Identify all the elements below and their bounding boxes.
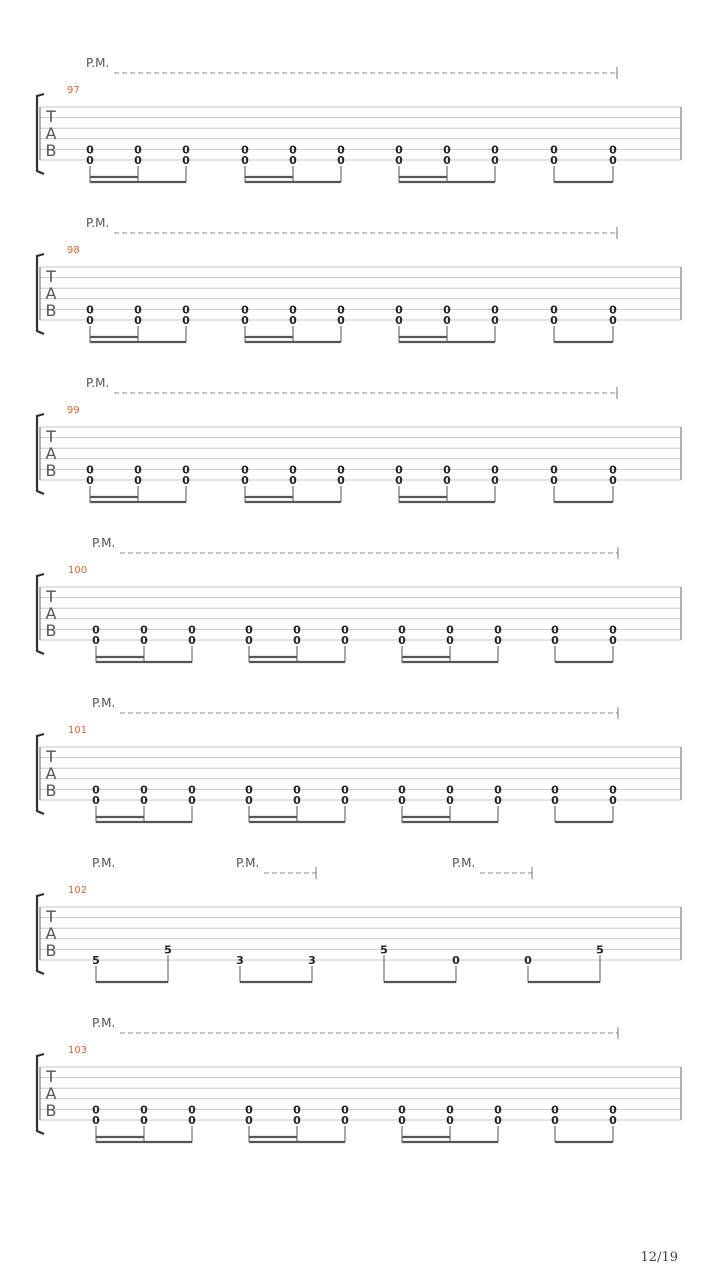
fret-number: 0 — [245, 634, 253, 647]
fret-number: 0 — [494, 634, 502, 647]
tab-system — [37, 56, 681, 182]
fret-number: 0 — [550, 303, 558, 317]
fret-number: 0 — [341, 783, 349, 797]
fret-number: 0 — [398, 783, 406, 797]
fret-number: 0 — [293, 1114, 301, 1127]
fret-number: 0 — [182, 303, 190, 317]
fret-number: 0 — [609, 783, 617, 797]
fret-number: 0 — [398, 634, 406, 647]
fret-number: 0 — [395, 474, 403, 487]
palm-mute-label: P.M. — [236, 856, 260, 870]
fret-number: 0 — [398, 1103, 406, 1117]
fret-number: 5 — [596, 943, 604, 957]
tab-system — [37, 536, 681, 662]
fret-number: 0 — [551, 794, 559, 807]
tab-clef-letter-t: T — [46, 107, 56, 126]
fret-number: 0 — [241, 303, 249, 317]
fret-number: 0 — [188, 1103, 196, 1117]
fret-number: 0 — [609, 154, 617, 167]
fret-number: 0 — [289, 154, 297, 167]
measure-number: 100 — [68, 565, 88, 576]
tab-clef-letter-t: T — [46, 1067, 56, 1086]
tab-clef-letter-b: B — [45, 621, 57, 640]
fret-number: 0 — [609, 474, 617, 487]
fret-number: 0 — [609, 303, 617, 317]
fret-number: 0 — [337, 463, 345, 477]
fret-number: 0 — [609, 623, 617, 637]
fret-number: 0 — [245, 1103, 253, 1117]
fret-number: 0 — [491, 474, 499, 487]
tab-clef-letter-a: A — [45, 124, 57, 143]
tab-clef-letter-t: T — [46, 267, 56, 286]
fret-number: 0 — [134, 314, 142, 327]
tab-clef-letter-b: B — [45, 1101, 57, 1120]
palm-mute-label: P.M. — [86, 376, 110, 390]
fret-number: 0 — [241, 463, 249, 477]
fret-number: 0 — [245, 783, 253, 797]
fret-number: 0 — [337, 474, 345, 487]
fret-number: 0 — [134, 303, 142, 317]
fret-number: 0 — [86, 463, 94, 477]
measure-number: 98 — [67, 245, 80, 256]
palm-mute-label: P.M. — [92, 696, 116, 710]
measure-number: 99 — [67, 405, 80, 416]
fret-number: 0 — [188, 794, 196, 807]
fret-number: 0 — [140, 1114, 148, 1127]
fret-number: 0 — [551, 783, 559, 797]
fret-number: 0 — [398, 623, 406, 637]
fret-number: 0 — [395, 143, 403, 157]
fret-number: 0 — [134, 143, 142, 157]
palm-mute-label: P.M. — [452, 856, 476, 870]
fret-number: 0 — [443, 474, 451, 487]
fret-number: 0 — [188, 783, 196, 797]
tab-system — [37, 216, 681, 342]
tab-clef-letter-b: B — [45, 301, 57, 320]
tab-clef-letter-a: A — [45, 604, 57, 623]
fret-number: 0 — [443, 154, 451, 167]
fret-number: 0 — [491, 463, 499, 477]
fret-number: 0 — [182, 463, 190, 477]
fret-number: 0 — [182, 154, 190, 167]
fret-number: 0 — [341, 634, 349, 647]
measure-number: 101 — [68, 725, 88, 736]
tab-system — [37, 696, 681, 822]
fret-number: 0 — [188, 634, 196, 647]
fret-number: 0 — [86, 314, 94, 327]
fret-number: 0 — [551, 634, 559, 647]
tab-clef-letter-b: B — [45, 461, 57, 480]
fret-number: 0 — [245, 623, 253, 637]
palm-mute-label: P.M. — [92, 856, 116, 870]
fret-number: 0 — [491, 143, 499, 157]
fret-number: 0 — [609, 634, 617, 647]
fret-number: 0 — [140, 1103, 148, 1117]
tab-clef-letter-a: A — [45, 764, 57, 783]
palm-mute-label: P.M. — [86, 56, 110, 70]
fret-number: 0 — [293, 634, 301, 647]
tab-clef-letter-b: B — [45, 781, 57, 800]
fret-number: 3 — [308, 954, 316, 967]
fret-number: 0 — [134, 474, 142, 487]
fret-number: 0 — [134, 463, 142, 477]
fret-number: 0 — [491, 314, 499, 327]
fret-number: 0 — [446, 1114, 454, 1127]
measure-number: 102 — [68, 885, 88, 896]
tab-clef-letter-b: B — [45, 941, 57, 960]
fret-number: 5 — [380, 943, 388, 957]
fret-number: 0 — [140, 794, 148, 807]
fret-number: 0 — [452, 954, 460, 967]
palm-mute-label: P.M. — [92, 536, 116, 550]
tab-system — [37, 856, 681, 982]
fret-number: 0 — [182, 474, 190, 487]
fret-number: 0 — [140, 634, 148, 647]
fret-number: 0 — [395, 303, 403, 317]
fret-number: 0 — [293, 623, 301, 637]
palm-mute-label: P.M. — [86, 216, 110, 230]
fret-number: 0 — [550, 463, 558, 477]
fret-number: 0 — [92, 1114, 100, 1127]
fret-number: 0 — [491, 154, 499, 167]
fret-number: 0 — [134, 154, 142, 167]
fret-number: 0 — [443, 303, 451, 317]
fret-number: 3 — [236, 954, 244, 967]
fret-number: 0 — [337, 154, 345, 167]
fret-number: 0 — [551, 1103, 559, 1117]
fret-number: 0 — [241, 474, 249, 487]
fret-number: 0 — [92, 623, 100, 637]
fret-number: 0 — [551, 623, 559, 637]
tab-clef-letter-a: A — [45, 924, 57, 943]
fret-number: 0 — [609, 463, 617, 477]
fret-number: 5 — [92, 954, 100, 967]
fret-number: 0 — [551, 1114, 559, 1127]
fret-number: 0 — [337, 143, 345, 157]
fret-number: 0 — [494, 794, 502, 807]
tab-clef-letter-t: T — [46, 747, 56, 766]
fret-number: 0 — [395, 314, 403, 327]
fret-number: 0 — [140, 623, 148, 637]
fret-number: 0 — [550, 314, 558, 327]
fret-number: 0 — [395, 154, 403, 167]
fret-number: 0 — [86, 154, 94, 167]
tab-system — [37, 376, 681, 502]
fret-number: 0 — [398, 1114, 406, 1127]
fret-number: 0 — [491, 303, 499, 317]
fret-number: 0 — [609, 1114, 617, 1127]
fret-number: 0 — [398, 794, 406, 807]
fret-number: 0 — [245, 794, 253, 807]
fret-number: 0 — [494, 623, 502, 637]
tab-clef-letter-t: T — [46, 907, 56, 926]
tab-clef-letter-a: A — [45, 1084, 57, 1103]
fret-number: 0 — [188, 1114, 196, 1127]
fret-number: 0 — [245, 1114, 253, 1127]
fret-number: 0 — [182, 143, 190, 157]
fret-number: 0 — [494, 1114, 502, 1127]
fret-number: 0 — [241, 314, 249, 327]
fret-number: 0 — [92, 634, 100, 647]
fret-number: 0 — [443, 143, 451, 157]
fret-number: 0 — [443, 314, 451, 327]
fret-number: 0 — [86, 143, 94, 157]
fret-number: 5 — [164, 943, 172, 957]
fret-number: 0 — [341, 1103, 349, 1117]
fret-number: 0 — [609, 314, 617, 327]
fret-number: 0 — [92, 794, 100, 807]
measure-number: 97 — [67, 85, 80, 96]
fret-number: 0 — [494, 783, 502, 797]
fret-number: 0 — [341, 623, 349, 637]
fret-number: 0 — [293, 783, 301, 797]
fret-number: 0 — [182, 314, 190, 327]
fret-number: 0 — [289, 463, 297, 477]
fret-number: 0 — [241, 154, 249, 167]
fret-number: 0 — [609, 794, 617, 807]
fret-number: 0 — [446, 634, 454, 647]
fret-number: 0 — [446, 794, 454, 807]
fret-number: 0 — [289, 474, 297, 487]
fret-number: 0 — [293, 794, 301, 807]
fret-number: 0 — [609, 143, 617, 157]
fret-number: 0 — [550, 143, 558, 157]
measure-number: 103 — [68, 1045, 88, 1056]
fret-number: 0 — [241, 143, 249, 157]
fret-number: 0 — [443, 463, 451, 477]
fret-number: 0 — [395, 463, 403, 477]
fret-number: 0 — [550, 474, 558, 487]
fret-number: 0 — [609, 1103, 617, 1117]
fret-number: 0 — [140, 783, 148, 797]
fret-number: 0 — [341, 794, 349, 807]
fret-number: 0 — [289, 314, 297, 327]
fret-number: 0 — [188, 623, 196, 637]
fret-number: 0 — [86, 474, 94, 487]
palm-mute-label: P.M. — [92, 1016, 116, 1030]
fret-number: 0 — [494, 1103, 502, 1117]
fret-number: 0 — [86, 303, 94, 317]
fret-number: 0 — [92, 783, 100, 797]
fret-number: 0 — [293, 1103, 301, 1117]
tab-clef-letter-a: A — [45, 444, 57, 463]
fret-number: 0 — [289, 143, 297, 157]
fret-number: 0 — [446, 623, 454, 637]
fret-number: 0 — [524, 954, 532, 967]
tab-clef-letter-a: A — [45, 284, 57, 303]
fret-number: 0 — [289, 303, 297, 317]
fret-number: 0 — [446, 1103, 454, 1117]
tab-clef-letter-b: B — [45, 141, 57, 160]
tab-clef-letter-t: T — [46, 587, 56, 606]
fret-number: 0 — [446, 783, 454, 797]
fret-number: 0 — [337, 303, 345, 317]
page-number: 12/19 — [640, 1250, 678, 1265]
fret-number: 0 — [550, 154, 558, 167]
fret-number: 0 — [92, 1103, 100, 1117]
tab-clef-letter-t: T — [46, 427, 56, 446]
fret-number: 0 — [337, 314, 345, 327]
fret-number: 0 — [341, 1114, 349, 1127]
tab-system — [37, 1016, 681, 1142]
